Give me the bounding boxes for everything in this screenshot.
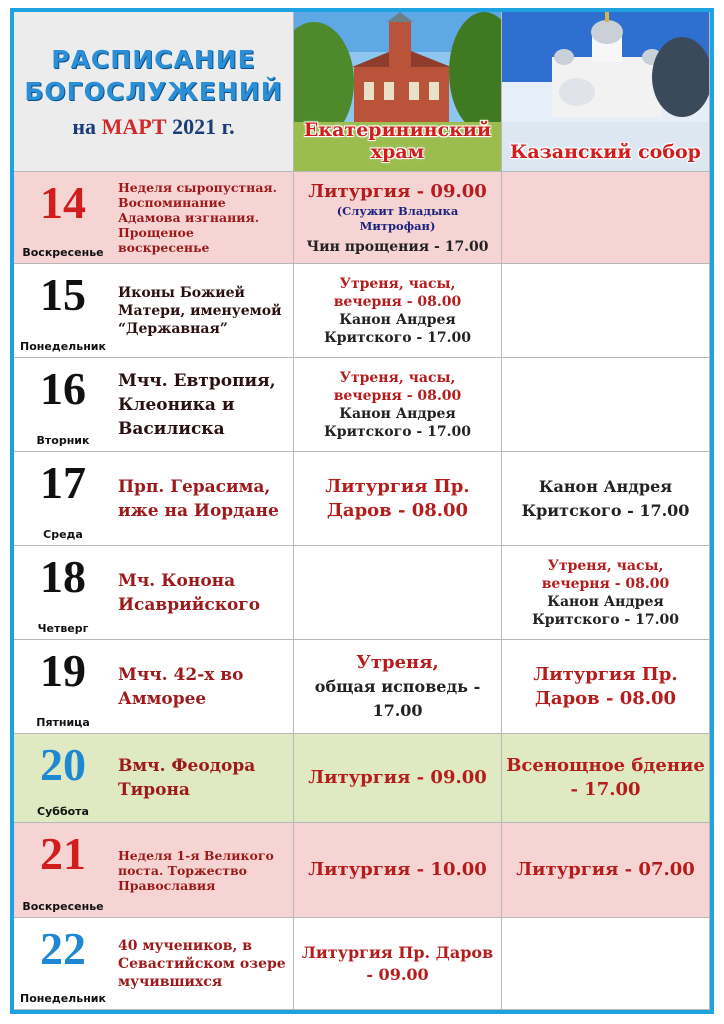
day-number: 14 <box>40 177 86 228</box>
date-cell-20 <box>14 734 112 823</box>
day-number: 22 <box>40 923 86 974</box>
date-cell-17 <box>14 452 112 546</box>
feast-15: Иконы Божией Матери, именуемой “Державная” <box>112 264 294 358</box>
service-kazansky-14 <box>502 172 710 264</box>
church-header-ekaterininsky <box>294 12 502 172</box>
weekday: Среда <box>43 528 83 541</box>
service-ekaterininsky-15: Утреня, часы, вечерня - 08.00 Канон Андрея Критского - 17.00 <box>294 264 502 358</box>
date-cell-16 <box>14 358 112 452</box>
church-name-kazansky: Казанский собор <box>510 141 701 163</box>
service-ekaterininsky-17: Литургия Пр. Даров - 08.00 <box>294 452 502 546</box>
feast-20: Вмч. Феодора Тирона <box>112 734 294 823</box>
weekday: Четверг <box>37 622 89 635</box>
service-ekaterininsky-22: Литургия Пр. Даров - 09.00 <box>294 918 502 1010</box>
service-kazansky-18: Утреня, часы, вечерня - 08.00 Канон Андрея Критского - 17.00 <box>502 546 710 640</box>
day-number: 18 <box>40 551 86 602</box>
feast-18: Мч. Конона Исаврийского <box>112 546 294 640</box>
weekday: Понедельник <box>20 340 106 353</box>
schedule-table <box>14 12 710 1010</box>
title-line-1: РАСПИСАНИЕ <box>51 44 256 74</box>
day-number: 15 <box>40 269 86 320</box>
feast-17: Прп. Герасима, иже на Иордане <box>112 452 294 546</box>
service-kazansky-17: Канон Андрея Критского - 17.00 <box>502 452 710 546</box>
church-header-kazansky <box>502 12 710 172</box>
date-cell-15 <box>14 264 112 358</box>
service-kazansky-20: Всенощное бдение - 17.00 <box>502 734 710 823</box>
date-cell-22 <box>14 918 112 1010</box>
weekday: Вторник <box>36 434 90 447</box>
date-cell-19 <box>14 640 112 734</box>
weekday: Воскресенье <box>22 246 104 259</box>
feast-19: Мчч. 42-х во Аммореe <box>112 640 294 734</box>
service-kazansky-19: Литургия Пр. Даров - 08.00 <box>502 640 710 734</box>
service-kazansky-16 <box>502 358 710 452</box>
day-number: 16 <box>40 363 86 414</box>
church-photo-kazansky <box>502 12 710 122</box>
weekday: Понедельник <box>20 992 106 1005</box>
date-cell-21 <box>14 823 112 918</box>
title-month: на МАРТ 2021 г. <box>72 113 235 139</box>
service-kazansky-21: Литургия - 07.00 <box>502 823 710 918</box>
feast-22: 40 мучеников, в Севастийском озере мучившихся <box>112 918 294 1010</box>
service-ekaterininsky-16: Утреня, часы, вечерня - 08.00 Канон Андрея Критского - 17.00 <box>294 358 502 452</box>
date-cell-14 <box>14 172 112 264</box>
service-ekaterininsky-14: Литургия - 09.00 (Служит Владыка Митрофан) Чин прощения - 17.00 <box>294 172 502 264</box>
service-ekaterininsky-20: Литургия - 09.00 <box>294 734 502 823</box>
feast-21: Неделя 1-я Великого поста. Торжество Православия <box>112 823 294 918</box>
day-number: 17 <box>40 457 86 508</box>
weekday: Пятница <box>36 716 90 729</box>
day-number: 19 <box>40 645 86 696</box>
date-cell-18 <box>14 546 112 640</box>
feast-14: Неделя сыропустная. Воспоминание Адамова изгнания. Прощеное воскресенье <box>112 172 294 264</box>
church-name-ekaterininsky: Екатерининский храм <box>303 119 492 163</box>
weekday: Воскресенье <box>22 900 104 913</box>
title-line-2: БОГОСЛУЖЕНИЙ <box>24 76 283 106</box>
day-number: 21 <box>40 828 86 879</box>
service-ekaterininsky-21: Литургия - 10.00 <box>294 823 502 918</box>
church-photo-ekaterininsky <box>294 12 502 122</box>
service-ekaterininsky-18 <box>294 546 502 640</box>
service-ekaterininsky-19: Утреня, общая исповедь - 17.00 <box>294 640 502 734</box>
schedule-title <box>14 12 294 172</box>
feast-16: Мчч. Евтропия, Клеоника и Василиска <box>112 358 294 452</box>
weekday: Суббота <box>37 805 89 818</box>
day-number: 20 <box>40 739 86 790</box>
service-kazansky-22 <box>502 918 710 1010</box>
service-kazansky-15 <box>502 264 710 358</box>
